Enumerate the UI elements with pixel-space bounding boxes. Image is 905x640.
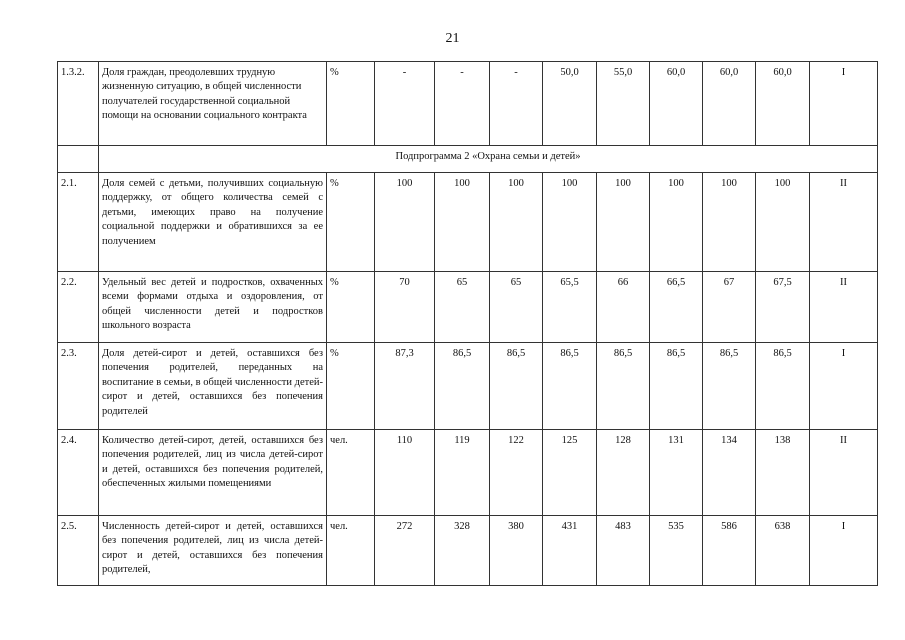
group-cell: I [810,62,878,146]
indicators-table [57,61,878,586]
value-cell: 65 [435,272,490,343]
value-cell: 86,5 [650,343,703,430]
value-cell: 66,5 [650,272,703,343]
indicator-description: Доля детей-сирот и детей, оставшихся без попечения родителей, переданных на воспитание в семьи, в общей численности детей-сирот и детей, оставшихся без попечения родителей [99,343,327,430]
value-cell: 138 [756,430,810,516]
table-row [58,173,878,272]
row-number: 1.3.2. [58,62,99,146]
value-cell: 86,5 [703,343,756,430]
value-cell: 60,0 [650,62,703,146]
value-cell: 65,5 [543,272,597,343]
value-cell: 86,5 [543,343,597,430]
value-cell: 55,0 [597,62,650,146]
value-cell: - [435,62,490,146]
table-row [58,430,878,516]
group-cell: I [810,516,878,586]
subprogram-row [58,146,878,173]
value-cell: 60,0 [756,62,810,146]
value-cell: 100 [543,173,597,272]
value-cell: 60,0 [703,62,756,146]
value-cell: 483 [597,516,650,586]
unit-cell: чел. [327,430,375,516]
value-cell: 86,5 [756,343,810,430]
group-cell: II [810,272,878,343]
group-cell: II [810,430,878,516]
value-cell: 380 [490,516,543,586]
page-number: 21 [445,31,460,46]
subprogram-title: Подпрограмма 2 «Охрана семьи и детей» [99,146,878,173]
value-cell: 134 [703,430,756,516]
unit-cell: % [327,272,375,343]
value-cell: 125 [543,430,597,516]
value-cell: 272 [375,516,435,586]
group-cell: I [810,343,878,430]
row-number: 2.4. [58,430,99,516]
empty-cell [58,146,99,173]
row-number: 2.5. [58,516,99,586]
value-cell: 100 [756,173,810,272]
value-cell: 328 [435,516,490,586]
value-cell: 119 [435,430,490,516]
value-cell: - [375,62,435,146]
row-number: 2.2. [58,272,99,343]
value-cell: 110 [375,430,435,516]
table-row [58,516,878,586]
indicator-description: Доля семей с детьми, получивших социальную поддержку, от общего количества семей с детьми, имеющих право на получение социальной поддержки и обратившихся за ее получением [99,173,327,272]
value-cell: 100 [435,173,490,272]
value-cell: 86,5 [435,343,490,430]
value-cell: 67 [703,272,756,343]
group-cell: II [810,173,878,272]
value-cell: 535 [650,516,703,586]
value-cell: 100 [703,173,756,272]
table-row [58,272,878,343]
indicator-description: Численность детей-сирот и детей, оставшихся без попечения родителей, лиц из числа детей-сирот и детей, оставшихся без попечения родителей, [99,516,327,586]
table-row [58,62,878,146]
value-cell: 128 [597,430,650,516]
value-cell: 638 [756,516,810,586]
unit-cell: % [327,343,375,430]
indicator-description: Доля граждан, преодолевших трудную жизненную ситуацию, в общей численности получателей государственной социальной помощи на основании социального контракта [99,62,327,146]
value-cell: 50,0 [543,62,597,146]
row-number: 2.1. [58,173,99,272]
value-cell: 100 [597,173,650,272]
row-number: 2.3. [58,343,99,430]
unit-cell: чел. [327,516,375,586]
value-cell: 86,5 [597,343,650,430]
value-cell: 66 [597,272,650,343]
value-cell: 87,3 [375,343,435,430]
value-cell: 86,5 [490,343,543,430]
value-cell: 67,5 [756,272,810,343]
value-cell: 122 [490,430,543,516]
value-cell: 431 [543,516,597,586]
value-cell: 70 [375,272,435,343]
value-cell: 586 [703,516,756,586]
indicator-description: Количество детей-сирот, детей, оставшихся без попечения родителей, лиц из числа детей-сирот и детей, оставшихся без попечения родителей, обеспеченных жилыми помещениями [99,430,327,516]
value-cell: - [490,62,543,146]
value-cell: 65 [490,272,543,343]
table-row [58,343,878,430]
unit-cell: % [327,62,375,146]
indicator-description: Удельный вес детей и подростков, охваченных всеми формами отдыха и оздоровления, от общей численности детей и подростков школьного возраста [99,272,327,343]
value-cell: 100 [650,173,703,272]
value-cell: 131 [650,430,703,516]
unit-cell: % [327,173,375,272]
value-cell: 100 [490,173,543,272]
value-cell: 100 [375,173,435,272]
